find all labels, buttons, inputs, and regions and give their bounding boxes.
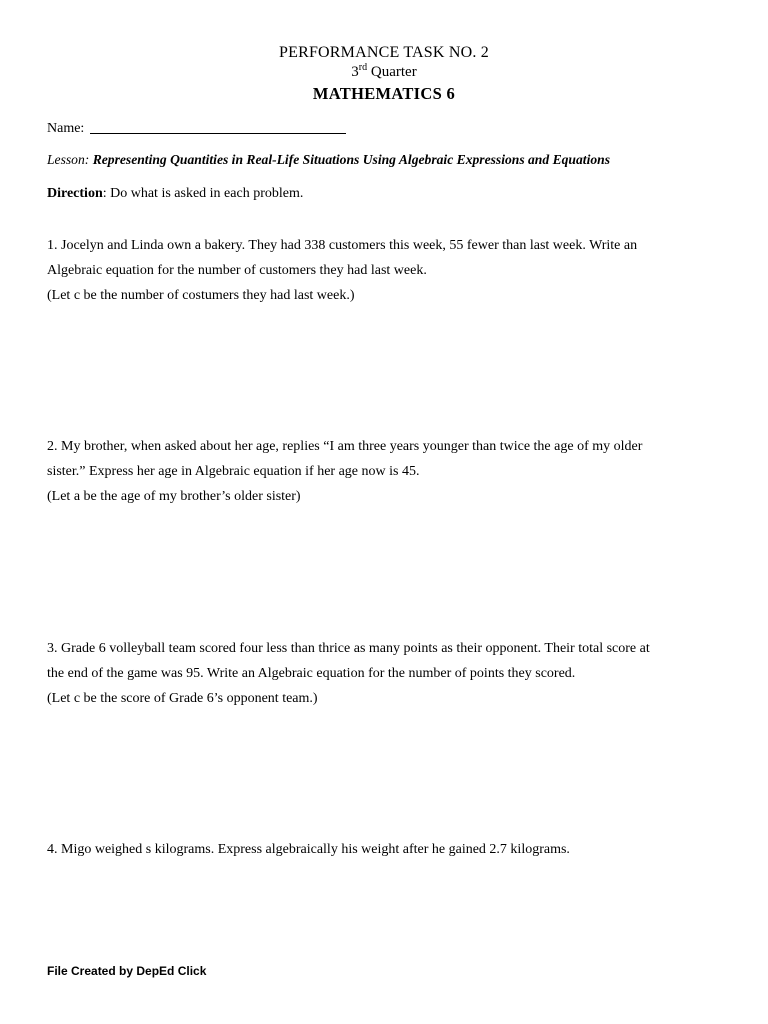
lesson-row bbox=[47, 152, 610, 168]
document-title: PERFORMANCE TASK NO. 2 bbox=[279, 44, 489, 61]
quarter-word: Quarter bbox=[367, 64, 417, 80]
quarter-label bbox=[0, 64, 768, 81]
problem-hint: (Let c be the number of costumers they had last week.) bbox=[47, 288, 355, 303]
direction-text: : Do what is asked in each problem. bbox=[102, 186, 304, 201]
problem-line: 1. Jocelyn and Linda own a bakery. They had 338 customers this week, 55 fewer than last week. Write an bbox=[47, 238, 638, 253]
lesson-label: Lesson: bbox=[47, 152, 90, 167]
quarter-suffix: rd bbox=[358, 62, 368, 73]
problem-1 bbox=[47, 233, 737, 308]
lesson-title: Representing Quantities in Real-Life Situations Using Algebraic Expressions and Equations bbox=[92, 152, 610, 167]
direction-row bbox=[47, 186, 303, 202]
problem-line: the end of the game was 95. Write an Algebraic equation for the number of points they scored. bbox=[47, 666, 576, 681]
problem-hint: (Let a be the age of my brother’s older sister) bbox=[47, 489, 301, 504]
problem-line: 3. Grade 6 volleyball team scored four less than thrice as many points as their opponent. Their total score at bbox=[47, 641, 650, 656]
problem-3 bbox=[47, 636, 737, 711]
name-blank-line[interactable] bbox=[90, 119, 346, 134]
problem-line: 2. My brother, when asked about her age, replies “I am three years younger than twice the age of my older bbox=[47, 439, 643, 454]
problem-hint: (Let c be the score of Grade 6’s opponent team.) bbox=[47, 691, 318, 706]
problem-line: 4. Migo weighed s kilograms. Express algebraically his weight after he gained 2.7 kilograms. bbox=[47, 842, 570, 857]
name-label: Name: bbox=[47, 121, 85, 136]
problem-4 bbox=[47, 837, 737, 862]
footer-credit: File Created by DepEd Click bbox=[47, 964, 207, 978]
problem-line: sister.” Express her age in Algebraic equation if her age now is 45. bbox=[47, 464, 420, 479]
problem-2 bbox=[47, 434, 737, 509]
quarter-number: 3 bbox=[351, 64, 359, 80]
name-row bbox=[47, 119, 346, 137]
direction-label: Direction bbox=[47, 186, 103, 201]
problem-line: Algebraic equation for the number of customers they had last week. bbox=[47, 263, 427, 278]
subject-title: MATHEMATICS 6 bbox=[312, 84, 456, 103]
